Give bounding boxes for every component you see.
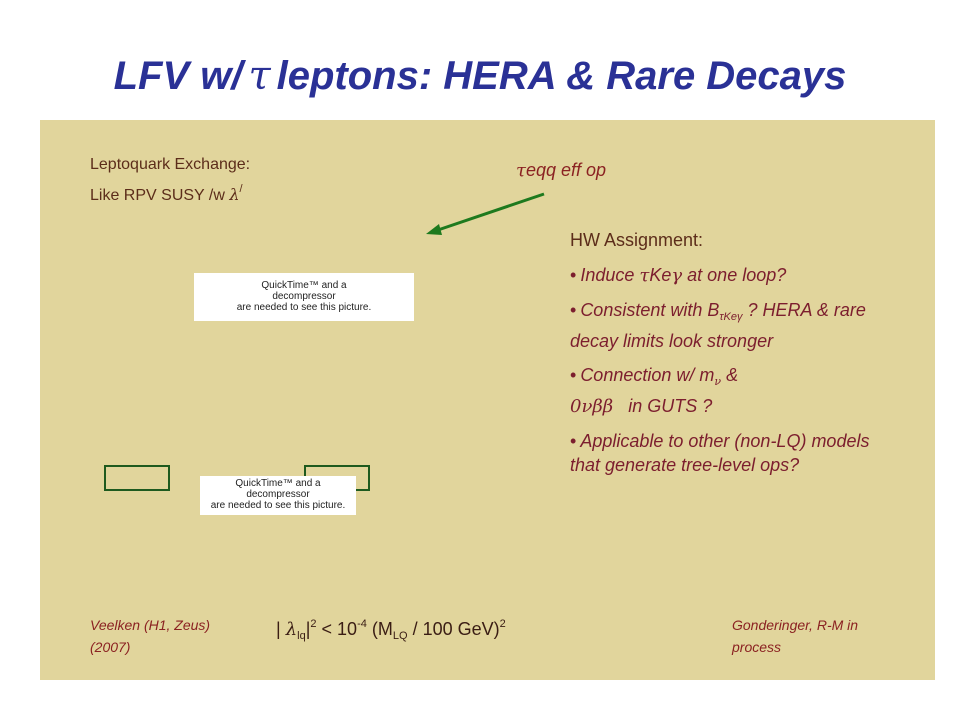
leptoquark-line2 [90,177,250,208]
b1-a: Induce [580,265,635,285]
hw-assignment [570,228,880,487]
qt2-line3: are needed to see this picture. [210,500,346,511]
hw-bullet-2 [570,298,880,353]
qt2-line1: QuickTime™ and a [235,478,321,489]
gonder-line1: Gonderinger, R-M in [732,617,859,633]
title-prefix: LFV w/ [113,54,243,98]
citation-gonderinger [732,614,858,658]
veelken-line2: (2007) [90,639,131,655]
bullet-marker: • [570,365,577,385]
f-exp2: 2 [310,618,317,630]
quicktime-placeholder-1 [194,273,414,321]
f-lt: < 10 [321,619,358,639]
bullet-marker: • [570,300,577,320]
b2-c: HERA & rare decay limits look stronger [570,300,866,351]
hw-bullet-1 [570,263,880,288]
bullet-marker: • [570,265,577,285]
veelken-line1: Veelken (H1, Zeus) [90,617,211,633]
quicktime-placeholder-2 [200,476,356,515]
content-panel [40,120,935,680]
qt1-line2: decompressor [272,291,336,302]
bound-formula [276,618,506,642]
hw-bullet-4 [570,429,880,477]
f-bar1: | [276,619,281,639]
b3-sym: 0νββ [570,396,614,417]
b2-b: ? [747,300,758,320]
gonder-line2: process [732,639,782,655]
f-lq: lq [297,630,306,642]
b1-c: at one loop? [687,265,787,285]
title-tau-symbol: τ [248,53,271,99]
lambda-prime: / [239,183,243,195]
effective-operator-label [516,160,606,181]
bullet-marker: • [570,431,577,451]
arrow-icon [420,180,550,240]
b3-a: Connection w/ m [580,365,715,385]
qt1-line3: are needed to see this picture. [236,302,372,313]
b2-sub: τKeγ [719,311,743,323]
leptoquark-line1: Leptoquark Exchange: [90,156,251,173]
qt2-line2: decompressor [246,489,310,500]
effop-tau-symbol: τ [516,160,526,181]
effop-text: eqq eff op [525,160,607,180]
hw-bullet-3 [570,363,880,419]
f-mlq: (M [371,619,393,639]
b2-a: Consistent with B [580,300,720,320]
hw-heading: HW Assignment: [570,230,704,250]
f-exp-neg4: -4 [357,618,367,630]
b3-sub: ν [714,375,722,388]
f-mlq-sub: LQ [392,630,408,642]
diagram-box-left [104,465,170,491]
leptoquark-label [90,153,250,208]
b1-tau: τ [639,265,650,286]
b3-c: in GUTS ? [628,396,713,416]
title-suffix: leptons: HERA & Rare Decays [276,54,847,98]
b1-gamma: γ [671,265,683,286]
f-bar2: | [305,619,311,639]
b1-ke: Ke [649,265,672,285]
citation-veelken [90,614,210,658]
f-lambda: λ [285,619,298,640]
f-rest: / 100 GeV) [412,619,500,639]
qt1-line1: QuickTime™ and a [261,280,347,291]
lambda-symbol: λ [229,185,240,204]
slide-title [0,52,960,100]
leptoquark-line2-text: Like RPV SUSY /w [90,187,225,204]
b3-b: & [726,365,739,385]
f-exp-final: 2 [499,618,506,630]
b4-text: Applicable to other (non-LQ) models that generate tree-level ops? [570,431,870,475]
